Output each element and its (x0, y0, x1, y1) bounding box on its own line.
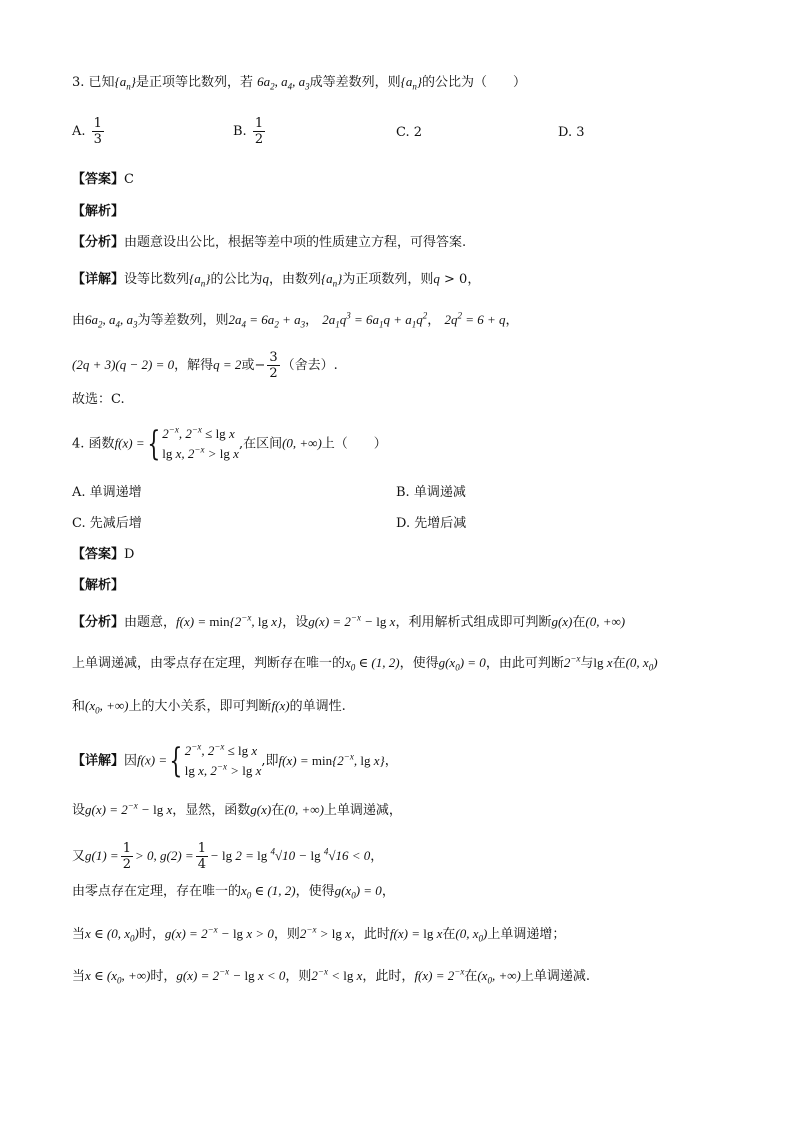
q4-fenxi-line3: 和($x_0$, +∞)上的大小关系，即可判断f(x)的单调性. (72, 698, 346, 716)
fraction: $\frac{1}{2}$ (254, 116, 264, 147)
q4-option-d: D. 先增后减 (396, 516, 467, 531)
q3-stem: 3. 已知$\{a_n\}$是正项等比数列，若 $6a_2$, $a_4$, $a_3$成等差数列，则$\{a_n\}$的公比为（ ） (72, 74, 527, 92)
q4-fenxi-line2: 上单调递减，由零点存在定理，判断存在唯一的$x_0$ ∈ (1, 2)，使得$g(x_0) = 0$，由此可判断$2^{-x}$与lg x在(0, $x_0$) (72, 653, 658, 673)
q3-option-a: A. $\frac{1}{3}$ (72, 116, 102, 147)
piecewise-cases: $2^{-x}$, $2^{-x} \le \lg x$ lg x, $2^{-x} > \lg x$ (184, 741, 262, 778)
q4-option-c: C. 先减后增 (72, 516, 142, 531)
q3-answer: 【答案】C (72, 172, 134, 187)
q4-detail-line3: 又g(1) = $\frac{1}{2}$ > 0, g(2) = $\frac{1}{4}$ − lg 2 = lg $^4$√10 − lg $^4$√16 < 0， (72, 841, 384, 872)
q4-fenxi-line1: 【分析】由题意，$f(x) = \min\{2^{-x}$, lg x}，设$g(x) = 2^{-x} - \lg x$，利用解析式组成即可判断g(x)在(0, +∞) (72, 612, 626, 630)
q4-detail-line6: 当x ∈ ($x_0$, +∞)时，$g(x) = 2^{-x} - \lg x < 0$，则$2^{-x} < \lg x$，此时，$f(x) = 2^{-x}$在($x_0$, +∞)上单调递减. (72, 966, 590, 986)
q4-number: 4. (72, 436, 85, 452)
q4-analysis-title: 【解析】 (72, 578, 125, 593)
q3-detail-line1: 【详解】设等比数列$\{a_n\}$的公比为q，由数列$\{a_n\}$为正项数列，则q > 0， (72, 271, 481, 289)
q4-detail-line4: 由零点存在定理，存在唯一的$x_0$ ∈ (1, 2)，使得$g(x_0) = 0$， (72, 883, 395, 901)
q4-detail-line1: 【详解】因f(x) ={ $2^{-x}$, $2^{-x} \le \lg x$ lg x, $2^{-x} > \lg x$ ,即$f(x) = \min\{2^{-x}$, lg x}， (72, 741, 398, 781)
q4-detail-line5: 当x ∈ (0, $x_0$)时，$g(x) = 2^{-x} - \lg x > 0$，则$2^{-x} > \lg x$，此时f(x) = lg x在(0, $x_0$)上单调递增； (72, 924, 566, 944)
q3-analysis-title: 【解析】 (72, 204, 125, 219)
q3-fenxi: 【分析】由题意设出公比，根据等差中项的性质建立方程，可得答案. (72, 235, 467, 250)
q3-option-c: C. 2 (396, 125, 423, 140)
q3-detail-line2: 由$6a_2$, $a_4$, $a_3$为等差数列，则$2a_4 = 6a_2 + a_3$， $2a_1q^3 = 6a_1q + a_1q^2$， $2q^2 = 6 + q$， (72, 310, 519, 330)
q3-choose: 故选：C. (72, 392, 125, 407)
fraction: $\frac{1}{2}$ (122, 841, 131, 872)
fraction: $\frac{3}{2}$ (269, 350, 278, 381)
q4-detail-line2: 设$g(x) = 2^{-x} - \lg x$，显然，函数g(x)在(0, +∞)上单调递减， (72, 800, 402, 818)
q3-option-d: D. 3 (558, 125, 585, 140)
q4-answer: 【答案】D (72, 547, 135, 562)
q3-option-b: B. $\frac{1}{2}$ (233, 116, 264, 147)
q4-option-b: B. 单调递减 (396, 485, 466, 500)
fraction: $\frac{1}{3}$ (93, 116, 102, 147)
piecewise-cases: $2^{-x}$, $2^{-x} \le \lg x$ lg x, $2^{-x} > \lg x$ (162, 424, 239, 461)
fraction: $\frac{1}{4}$ (197, 841, 206, 872)
q3-detail-line3: (2q + 3)(q − 2) = 0，解得q = 2或− $\frac{3}{2}$ （舍去）. (72, 350, 338, 381)
q4-option-a: A. 单调递增 (72, 485, 142, 500)
q3-number: 3. (72, 75, 85, 90)
q4-stem: 4. 函数f(x) ={ $2^{-x}$, $2^{-x} \le \lg x$ lg x, $2^{-x} > \lg x$ ,在区间(0, +∞)上（ ） (72, 424, 387, 464)
